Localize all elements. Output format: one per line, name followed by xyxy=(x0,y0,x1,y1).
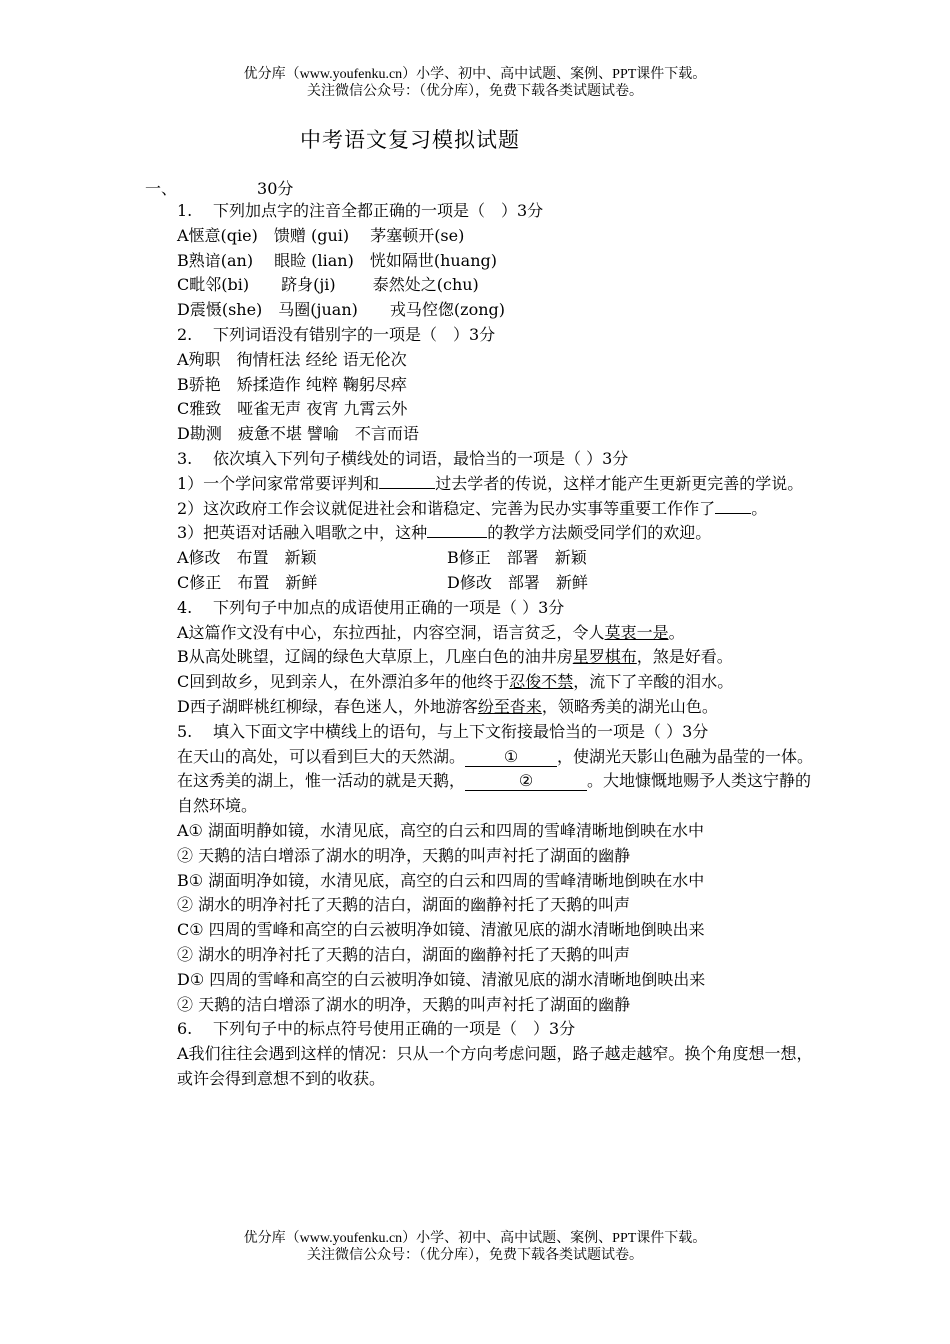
section-label: 一、 xyxy=(145,179,178,198)
question-3-stem: 3. 依次填入下列句子横线处的词语，最恰当的一项是（ ）3分 xyxy=(177,447,817,472)
page-footer xyxy=(0,1230,950,1264)
footer-line-2: 关注微信公众号：（优分库），免费下载各类试题试卷。 xyxy=(307,1248,643,1263)
q5-option-c-1: C① 四周的雪峰和高空的白云被明净如镜、清澈见底的湖水清晰地倒映出来 xyxy=(177,920,705,940)
question-4-stem: 4. 下列句子中加点的成语使用正确的一项是（ ）3分 xyxy=(177,596,817,621)
blank-1: ① xyxy=(465,748,557,767)
q1-option-b: B熟谙(an) 眼睑 (lian) 恍如隔世(huang) xyxy=(177,250,498,270)
fill-blank xyxy=(715,497,751,514)
q5-option-d-2: ② 天鹅的洁白增添了湖水的明净，天鹅的叫声衬托了湖面的幽静 xyxy=(177,994,631,1014)
q4-option-d: D西子湖畔桃红柳绿，春色迷人，外地游客纷至沓来，领略秀美的湖光山色。 xyxy=(177,696,718,716)
header-line-2: 关注微信公众号：（优分库），免费下载各类试题试卷。 xyxy=(307,84,643,99)
underlined-idiom: 纷至沓来 xyxy=(477,696,542,716)
q2-option-b: B骄艳 矫揉造作 纯粹 鞠躬尽瘁 xyxy=(177,374,407,394)
q5-option-a-2: ② 天鹅的洁白增添了湖水的明净，天鹅的叫声衬托了湖面的幽静 xyxy=(177,845,631,865)
q4-option-c: C回到故乡，见到亲人，在外漂泊多年的他终于忍俊不禁，流下了辛酸的泪水。 xyxy=(177,672,734,692)
header-line-1: 优分库（www.youfenku.cn）小学、初中、高中试题、案例、PPT课件下载。 xyxy=(243,67,707,82)
question-5-stem: 5. 填入下面文字中横线上的语句，与上下文衔接最恰当的一项是（ ）3分 xyxy=(177,720,817,745)
q3-options-row-1 xyxy=(177,546,817,571)
question-1-stem: 1. 下列加点字的注音全都正确的一项是（ ）3分 xyxy=(177,199,817,224)
underlined-idiom: 忍俊不禁 xyxy=(509,672,574,692)
q5-option-a-1: A① 湖面明静如镜，水清见底，高空的白云和四周的雪峰清晰地倒映在水中 xyxy=(177,820,704,840)
q5-option-c-2: ② 湖水的明净衬托了天鹅的洁白，湖面的幽静衬托了天鹅的叫声 xyxy=(177,944,631,964)
question-number: 4. xyxy=(177,597,193,617)
fill-blank xyxy=(427,521,487,538)
q2-option-a: A殉职 徇情枉法 经纶 语无伦次 xyxy=(177,349,407,369)
footer-line-1: 优分库（www.youfenku.cn）小学、初中、高中试题、案例、PPT课件下载。 xyxy=(243,1231,707,1246)
q2-option-d: D勘测 疲惫不堪 譬喻 不言而语 xyxy=(177,424,419,444)
question-number: 6. xyxy=(177,1019,193,1039)
q3-sentence-2: 2）这次政府工作会议就促进社会和谐稳定、完善为民办实事等重要工作作了 。 xyxy=(177,498,768,518)
underlined-idiom: 星罗棋布 xyxy=(572,647,637,667)
question-number: 1. xyxy=(177,201,193,220)
blank-2: ② xyxy=(465,772,587,791)
q5-option-d-1: D① 四周的雪峰和高空的白云被明净如镜、清澈见底的湖水清晰地倒映出来 xyxy=(177,969,706,989)
page-header xyxy=(0,66,950,100)
question-number: 3. xyxy=(177,448,193,468)
question-6-stem: 6. 下列句子中的标点符号使用正确的一项是（ ）3分 xyxy=(177,1017,817,1042)
question-body xyxy=(177,199,817,1092)
q5-option-b-2: ② 湖水的明净衬托了天鹅的洁白，湖面的幽静衬托了天鹅的叫声 xyxy=(177,895,631,915)
q3-sentence-3: 3）把英语对话融入唱歌之中，这种 的教学方法颇受同学们的欢迎。 xyxy=(177,523,712,543)
q4-option-a: A这篇作文没有中心，东拉西扯，内容空洞，语言贫乏，令人莫衷一是。 xyxy=(177,622,685,642)
underlined-idiom: 莫衷一是 xyxy=(604,622,669,642)
q2-option-c: C雅致 哑雀无声 夜宵 九霄云外 xyxy=(177,399,408,419)
question-number: 5. xyxy=(177,721,193,741)
question-2-stem: 2. 下列词语没有错别字的一项是（ ）3分 xyxy=(177,323,817,348)
q1-option-c: C毗邻(bi) 跻身(ji) 泰然处之(chu) xyxy=(177,275,479,295)
section-heading xyxy=(145,176,293,199)
q1-option-a: A惬意(qie) 馈赠 (gui) 茅塞顿开(se) xyxy=(177,225,465,245)
q4-option-b: B从高处眺望，辽阔的绿色大草原上，几座白色的油井房星罗棋布，煞是好看。 xyxy=(177,647,733,667)
section-score: 30分 xyxy=(257,179,294,198)
question-number: 2. xyxy=(177,324,193,344)
q3-option-c: C修正 布置 新鲜 xyxy=(177,572,318,592)
q3-sentence-1: 1）一个学问家常常要评判和 过去学者的传说，这样才能产生更新更完善的学说。 xyxy=(177,473,804,493)
q3-option-b: B修正 部署 新颖 xyxy=(447,548,587,568)
q5-passage: 在天山的高处，可以看到巨大的天然湖。 ① ，使湖光天影山色融为晶莹的一体。在这秀美的湖上，惟一活动的就是天鹅， ② 。大地慷慨地赐予人类这宁静的自然环境。 xyxy=(177,746,814,816)
fill-blank xyxy=(379,472,435,489)
q6-option-a: A我们往往会遇到这样的情况：只从一个方向考虑问题，路子越走越窄。换个角度想一想，或许会得到意想不到的收获。 xyxy=(177,1044,813,1088)
q3-options-row-2 xyxy=(177,571,817,596)
document-title: 中考语文复习模拟试题 xyxy=(300,128,520,152)
q3-option-d: D修改 部署 新鲜 xyxy=(447,572,588,592)
q5-option-b-1: B① 湖面明净如镜，水清见底，高空的白云和四周的雪峰清晰地倒映在水中 xyxy=(177,870,705,890)
q1-option-d: D震慑(she) 马圈(juan) 戎马倥偬(zong) xyxy=(177,300,505,320)
q3-option-a: A修改 布置 新颖 xyxy=(177,548,317,568)
